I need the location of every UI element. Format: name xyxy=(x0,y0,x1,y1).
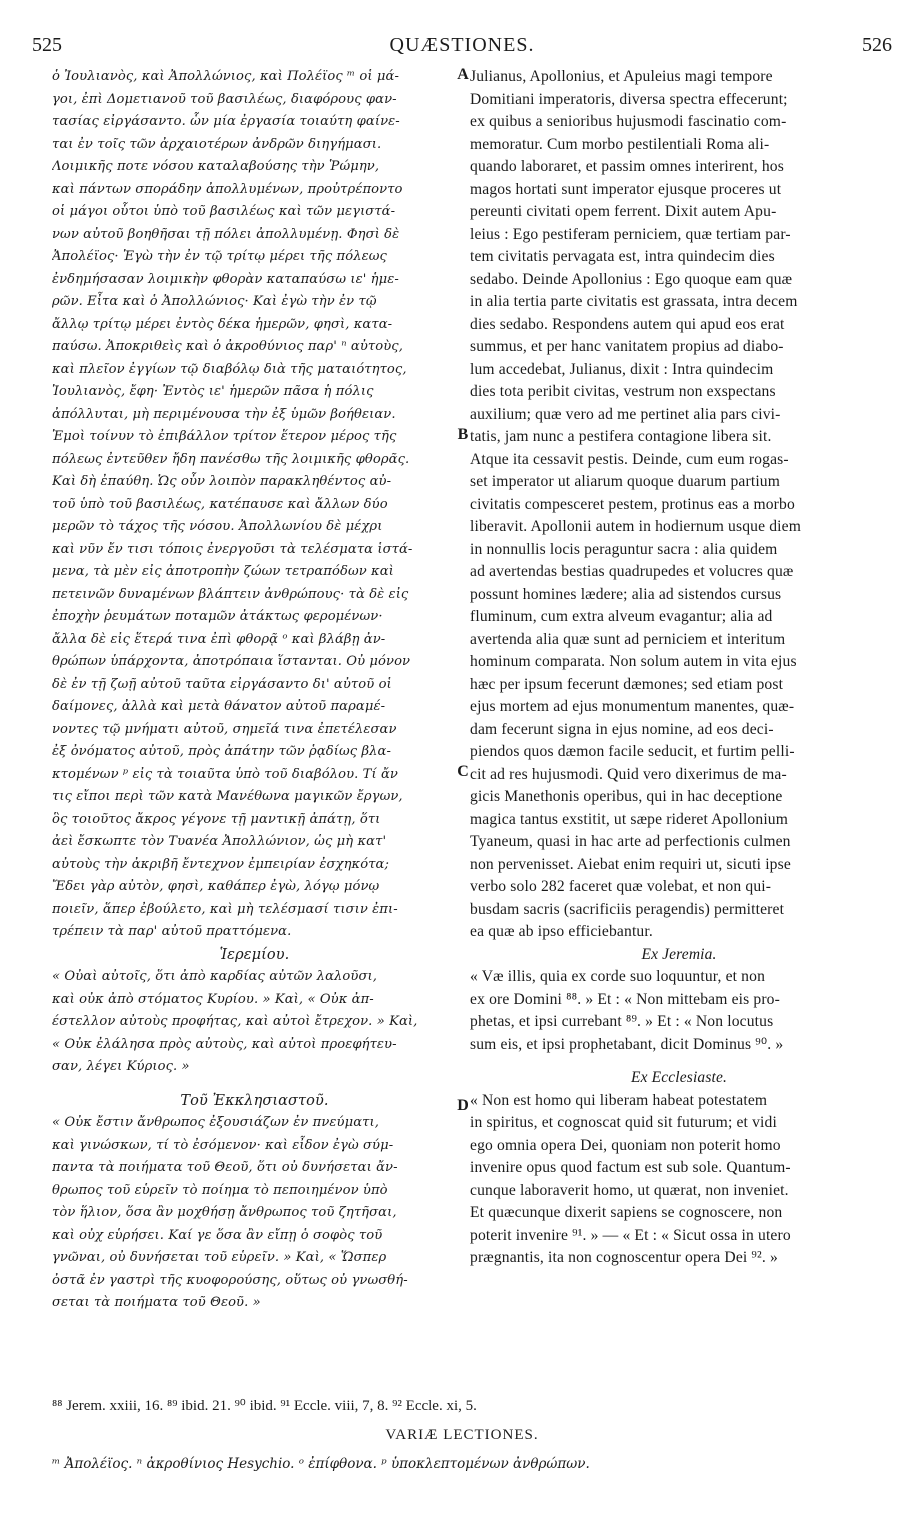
text-line: καὶ πάντων σποράδην ἀπολλυμένων, προὐτρέποντο xyxy=(52,181,403,197)
text-line: in nonnullis locis peraguntur sacra : alia quidem xyxy=(470,540,778,558)
text-line: Atque ita cessavit pestis. Deinde, cum eum rogas- xyxy=(470,450,789,468)
text-line: auxilium; quæ vero ad me pertinet alia pars civi- xyxy=(470,405,781,423)
text-line: non pervenisset. Aiebat enim requiri ut, sicuti ipse xyxy=(470,855,791,873)
text-line: καὶ οὐχ εὑρήσει. Καί γε ὅσα ἂν εἴπῃ ὁ σοφὸς τοῦ xyxy=(52,1227,383,1243)
text-line: Ἐμοὶ τοίνυν τὸ ἐπιβάλλον τρίτον ἕτερον μέρος τῆς xyxy=(52,429,397,444)
text-line: magos hortati sunt imperator ejusque proceres ut xyxy=(470,180,782,198)
text-line: Ἔδει γὰρ αὐτὸν, φησὶ, καθάπερ ἐγὼ, λόγῳ μόνῳ xyxy=(52,879,380,894)
text-line: verbo solo 282 faceret quæ volebat, et non qui- xyxy=(470,878,772,895)
text-line: έστελλον αὐτοὺς προφήτας, καὶ αὐτοὶ ἔτρεχον. » Καὶ, xyxy=(52,1014,418,1029)
margin-letter-b: B xyxy=(457,426,469,443)
text-line: « Οὐκ ἔστιν ἄνθρωπος ἐξουσιάζων ἐν πνεύματι, xyxy=(52,1115,380,1130)
text-line: τοῦ ὑπὸ τοῦ βασιλέως, κατέπαυσε καὶ ἄλλων δύο xyxy=(52,496,388,512)
text-line: καὶ νῦν ἔν τισι τόποις ἐνεργοῦσι τὰ τελέσματα ἱστά- xyxy=(52,541,413,557)
text-line: θρωπος τοῦ εὑρεῖν τὸ ποίημα τὸ πεποιημένον ὑπὸ xyxy=(52,1182,388,1198)
text-line: ex ore Domini ⁸⁸. » Et : « Non mittebam eis pro- xyxy=(470,990,780,1008)
latin-column xyxy=(470,66,888,1270)
text-line: sum eis, et ipsi prophetabant, dicit Dominus ⁹⁰. » xyxy=(470,1035,784,1053)
section-heading: Ἱερεμίου. xyxy=(219,946,290,963)
text-line: πετεινῶν δυναμένων βλάπτειν ἀνθρώπους· τὰ δὲ εἰς xyxy=(52,586,409,602)
text-line: δαίμονες, ἀλλὰ καὶ μετὰ θάνατον αὐτοῦ παραμέ- xyxy=(52,699,386,714)
text-line: hominum comparata. Non solum autem in vita ejus xyxy=(470,653,797,670)
page-header xyxy=(32,34,892,62)
text-line: invenire opus quod factum est sub sole. Quantum- xyxy=(470,1159,791,1176)
text-line: tatis, jam nunc a pestifera contagione libera sit. xyxy=(470,428,772,445)
text-line: busdam sacris (sacrificiis peragendis) permitteret xyxy=(470,900,785,918)
text-line: dam fecerunt signa in ejus nomine, ad eos deci- xyxy=(470,720,774,738)
text-line: γνῶναι, οὐ δυνήσεται τοῦ εὑρεῖν. » Καὶ, « Ὥσπερ xyxy=(52,1250,387,1265)
text-line: prægnantis, ita non cognoscentur opera Dei ⁹². » xyxy=(470,1249,778,1266)
text-line: hæc per ipsum fecerunt dæmones; sed etiam post xyxy=(470,675,784,693)
text-line: γοι, ἐπὶ Δομετιανοῦ τοῦ βασιλέως, διαφόρους φαν- xyxy=(52,91,397,107)
text-line: ἄλλῳ τρίτῳ μέρει ἐντὸς δέκα ἡμερῶν, φησὶ, κατα- xyxy=(52,316,393,332)
text-line: νοντες τῷ μνήματι αὐτοῦ, σημεῖά τινα ἐπετέλεσαν xyxy=(52,721,397,737)
text-line: cunque laboraverit homo, ut quærat, non inveniet. xyxy=(470,1181,789,1199)
text-line: καὶ πλεῖον ἐγγίων τῷ διαβόλῳ διὰ τῆς ματαιότητος, xyxy=(52,361,407,377)
text-line: δὲ ἐν τῇ ζωῇ αὐτοῦ ταῦτα εἰργάσαντο δι' αὐτοῦ οἱ xyxy=(52,676,392,692)
text-line: τις εἴποι περὶ τῶν κατὰ Μανέθωνα μαγικῶν ἔργων, xyxy=(52,789,403,804)
text-line: ejus mortem ad ejus monumentum manentes, quæ- xyxy=(470,698,795,715)
text-line: fluminum, cum extra alveum evagantur; alia ad xyxy=(470,608,773,625)
text-line: phetas, et ipsi currebant ⁸⁹. » Et : « Non locutus xyxy=(470,1013,774,1030)
running-title: QUÆSTIONES. xyxy=(389,34,535,56)
text-line: « Οὐκ ἐλάλησα πρὸς αὐτοὺς, καὶ αὐτοὶ προεφήτευ- xyxy=(52,1036,397,1052)
text-line: « Non est homo qui liberam habeat potestatem xyxy=(470,1091,768,1109)
text-line: pereunti civitati opem ferrent. Dixit autem Apu- xyxy=(470,203,777,220)
text-line: magica tantus exstitit, ut sæpe rideret Apollonium xyxy=(470,810,789,828)
text-line: sedabo. Deinde Apollonius : Ego quoque eam quæ xyxy=(470,270,793,288)
text-line: cit ad res hujusmodi. Quid vero dixerimus de ma- xyxy=(470,765,787,783)
greek-column xyxy=(52,66,457,1315)
text-line: set imperator ut aliarum quoque duarum partium xyxy=(470,473,781,490)
text-line: memoratur. Cum morbo pestilentiali Roma ali- xyxy=(470,135,770,153)
text-line: ται ἐν τοῖς τῶν ἀρχαιοτέρων ἀνδρῶν διηγήμασι. xyxy=(52,136,382,152)
text-line: ἐξ ὀνόματος αὐτοῦ, πρὸς ἀπάτην τῶν ῥᾳδίως βλα- xyxy=(52,744,392,759)
text-line: παύσω. Ἀποκριθεὶς καὶ ὁ ἀκροθύνιος παρ' ⁿ αὐτοὺς, xyxy=(52,339,404,354)
text-line: piendos quos dæmon facile seducit, et furtim pelli- xyxy=(470,743,795,760)
text-line: Tyaneum, quasi in hac arte ad perfectionis culmen xyxy=(470,833,791,850)
page-number-right: 526 xyxy=(862,34,892,56)
text-line: dies tota peribit civitas, vestrum non exspectans xyxy=(470,383,776,400)
section-heading: Τοῦ Ἐκκλησιαστοῦ. xyxy=(180,1092,329,1109)
text-line: leius : Ego pestiferam perniciem, quæ tertiam par- xyxy=(470,225,791,243)
text-line: κτομένων ᵖ εἰς τὰ τοιαῦτα ὑπὸ τοῦ διαβόλου. Τί ἄν xyxy=(52,766,398,782)
text-line: Ἀπολέϊος· Ἐγὼ τὴν ἐν τῷ τρίτῳ μέρει τῆς πόλεως xyxy=(52,249,387,264)
margin-letter-d: D xyxy=(457,1097,469,1114)
section-gap xyxy=(52,1079,457,1090)
text-line: in spiritus, et cognoscat quid sit futurum; et vidi xyxy=(470,1114,777,1131)
text-line: « Οὐαὶ αὐτοῖς, ὅτι ἀπὸ καρδίας αὐτῶν λαλοῦσι, xyxy=(52,969,377,984)
section-heading: Ex Jeremia. xyxy=(641,945,717,963)
page-number-left: 525 xyxy=(32,34,62,56)
text-line: ἐποχὴν ῥευμάτων ποταμῶν ἀτάκτως φερομένων· xyxy=(52,609,383,624)
text-line: ὁ Ἰουλιανὸς, καὶ Ἀπολλώνιος, καὶ Πολέϊος ᵐ οἱ μά- xyxy=(52,69,399,84)
text-line: ex quibus a senioribus hujusmodi fascinatio com- xyxy=(470,113,787,130)
text-line: ἐνδημήσασαν λοιμικὴν φθορὰν καταπαύσω ιε' ἡμε- xyxy=(52,271,399,287)
text-line: ad avertendas bestias quadrupedes et volucres quæ xyxy=(470,563,794,580)
text-line: ὀστᾶ ἐν γαστρὶ τῆς κυοφορούσης, οὕτως οὐ γνωσθή- xyxy=(52,1272,408,1288)
text-line: αὐτοὺς τὴν ἀκριβῆ ἔντεχνον ἐμπειρίαν ἐσχηκότα; xyxy=(52,856,389,872)
text-line: ὃς τοιοῦτος ἄκρος γέγονε τῇ μαντικῇ ἀπάτῃ, ὅτι xyxy=(52,811,381,827)
text-line: tem civitatis pervagata est, intra quindecim dies xyxy=(470,248,775,265)
text-line: in alia tertia parte civitatis est grassata, intra decem xyxy=(470,293,798,310)
section-heading: Ex Ecclesiaste. xyxy=(630,1069,728,1086)
text-line: Et quæcunque dixerit sapiens se cognoscere, non xyxy=(470,1204,783,1221)
text-line: ἄλλα δὲ εἰς ἕτερά τινα ἐπὶ φθορᾷ ᵒ καὶ βλάβῃ ἀν- xyxy=(52,631,386,647)
text-line: civitatis compesceret pestem, protinus eas a morbo xyxy=(470,495,795,513)
margin-letter-a: A xyxy=(457,66,469,83)
text-line: poterit invenire ⁹¹. » — « Et : « Sicut ossa in utero xyxy=(470,1226,791,1244)
text-line: μενα, τὰ μὲν εἰς ἀποτροπὴν ζώων τετραπόδων καὶ xyxy=(52,564,394,579)
text-line: Ἰουλιανὸς, ἔφη· Ἐντὸς ιε' ἡμερῶν πᾶσα ἡ πόλις xyxy=(52,384,374,399)
text-line: παντα τὰ ποιήματα τοῦ Θεοῦ, ὅτι οὐ δυνήσεται ἄν- xyxy=(52,1160,398,1175)
margin-letter-c: C xyxy=(457,763,469,780)
text-line: ρῶν. Εἶτα καὶ ὁ Ἀπολλώνιος· Καὶ ἐγὼ τὴν ἐν τῷ xyxy=(52,294,377,309)
text-line: Domitiani imperatoris, diversa spectra effecerunt; xyxy=(470,90,788,108)
text-line: « Væ illis, quia ex corde suo loquuntur, et non xyxy=(470,968,766,985)
text-line: avertenda alia quæ sunt ad perniciem et interitum xyxy=(470,630,786,648)
text-line: ego omnia opera Dei, quoniam non poterit homo xyxy=(470,1136,781,1154)
text-line: liberavit. Apollonii autem in hodiernum usque diem xyxy=(470,518,802,535)
text-line: ἀπόλλυται, μὴ περιμένουσα τὴν ἐξ ὑμῶν βοήθειαν. xyxy=(52,406,396,422)
text-line: ποιεῖν, ἅπερ ἐβούλετο, καὶ μὴ τελέσμασί τισιν ἐπι- xyxy=(52,901,398,917)
variant-readings: ᵐ Ἀπολέϊος. ⁿ ἀκροθίνιος Hesychio. ᵒ ἐπίφθονα. ᵖ ὑποκλεπτομένων ἀνθρώπων. xyxy=(52,1456,590,1472)
text-line: θρώπων ὑπάρχοντα, ἀποτρόπαια ἵστανται. Οὐ μόνον xyxy=(52,654,411,669)
text-line: τασίας εἰργάσαντο. ὧν μία ἐργασία τοιαύτη φαίνε- xyxy=(52,114,400,129)
text-line: καὶ γινώσκων, τί τὸ ἐσόμενον· καὶ εἶδον ἐγὼ σύμ- xyxy=(52,1137,394,1153)
text-line: οἱ μάγοι οὗτοι ὑπὸ τοῦ βασιλέως καὶ τῶν μεγιστά- xyxy=(52,204,396,219)
footnotes: ⁸⁸ Jerem. xxiii, 16. ⁸⁹ ibid. 21. ⁹⁰ ibid. ⁹¹ Eccle. viii, 7, 8. ⁹² Eccle. xi, 5. xyxy=(52,1398,477,1414)
text-line: πόλεως ἐντεῦθεν ἤδη πανέσθω τῆς λοιμικῆς φθορᾶς. xyxy=(52,451,410,467)
text-line: quando laboraret, et passim omnes interirent, hos xyxy=(470,158,784,175)
text-line: καὶ οὐκ ἀπὸ στόματος Κυρίου. » Καὶ, « Οὐκ ἀπ- xyxy=(52,991,374,1007)
section-gap xyxy=(470,1056,888,1067)
text-line: possunt homines lædere; alia ad sistendos cursus xyxy=(470,585,782,603)
text-line: Julianus, Apollonius, et Apuleius magi tempore xyxy=(470,68,773,85)
text-line: σαν, λέγει Κύριος. » xyxy=(52,1059,190,1074)
text-line: τρέπειν τὰ παρ' αὐτοῦ πραττόμενα. xyxy=(52,924,292,939)
text-line: μερῶν τὸ τάχος τῆς νόσου. Ἀπολλωνίου δὲ μέχρι xyxy=(52,519,383,534)
text-line: Λοιμικῆς ποτε νόσου καταλαβούσης τὴν Ῥώμην, xyxy=(52,159,380,174)
text-line: ἀεὶ ἔσκωπτε τὸν Τυανέα Ἀπολλώνιον, ὡς μὴ κατ' xyxy=(52,834,387,849)
text-line: summus, et per hanc vanitatem propius ad diabo- xyxy=(470,338,784,355)
text-line: νων αὐτοῦ βοηθῆσαι τῇ πόλει ἀπολλυμένῃ. Φησὶ δὲ xyxy=(52,226,400,242)
variae-lectiones-title: VARIÆ LECTIONES. xyxy=(385,1427,539,1443)
text-line: σεται τὰ ποιήματα τοῦ Θεοῦ. » xyxy=(52,1295,261,1310)
text-line: τὸν ἥλιον, ὅσα ἂν μοχθήσῃ ἄνθρωπος τοῦ ζητῆσαι, xyxy=(52,1205,397,1220)
text-line: lum accedebat, Julianus, dixit : Intra quindecim xyxy=(470,360,774,378)
text-line: gicis Manethonis operibus, qui in hac deceptione xyxy=(470,788,783,805)
text-line: Καὶ δὴ ἐπαύθη. Ὡς οὖν λοιπὸν παρακληθέντος αὐ- xyxy=(52,474,392,489)
text-line: dies sedabo. Respondens autem qui apud eos erat xyxy=(470,315,785,333)
text-line: ea quæ ab ipso efficiebantur. xyxy=(470,923,653,940)
